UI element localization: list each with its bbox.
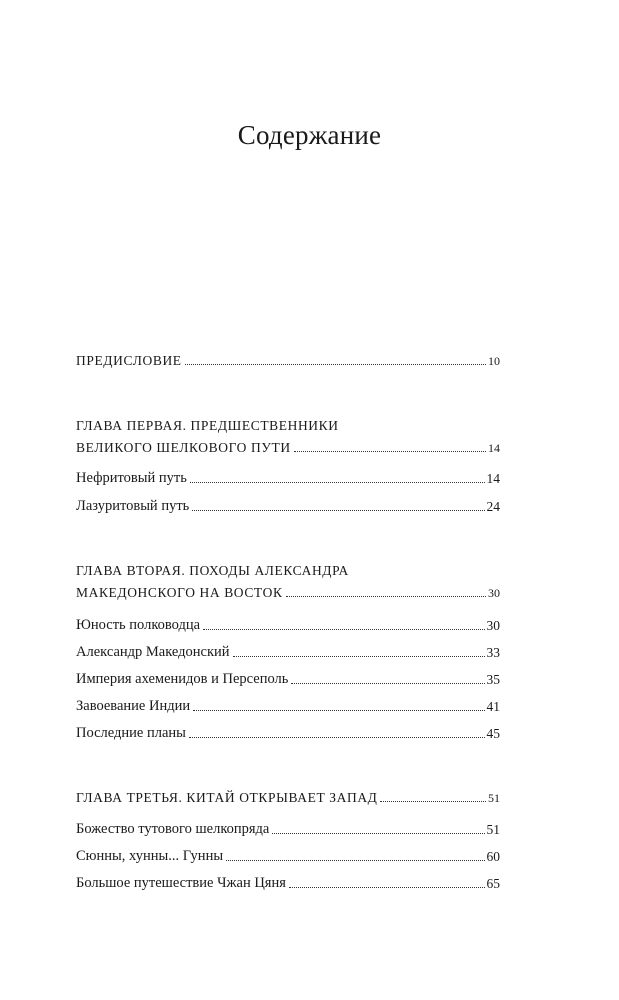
toc-page-number: 24 [486,499,500,514]
toc-page-number: 51 [486,822,500,837]
dot-leader [233,656,485,657]
chapter-1-title-line-2: ВЕЛИКОГО ШЕЛКОВОГО ПУТИ [76,440,291,455]
dot-leader [289,887,485,888]
toc-page-number: 60 [486,849,500,864]
toc-page-number: 51 [488,791,500,805]
chapter-2-title-line-1: ГЛАВА ВТОРАЯ. ПОХОДЫ АЛЕКСАНДРА [76,563,349,578]
toc-entry-section[interactable] [76,725,500,742]
toc-entry-label: Александр Македонский [76,644,230,660]
toc-entry-section[interactable] [76,498,500,515]
chapter-3-title: ГЛАВА ТРЕТЬЯ. КИТАЙ ОТКРЫВАЕТ ЗАПАД [76,790,378,805]
toc-entry-label: Последние планы [76,725,186,741]
dot-leader [193,710,484,711]
toc-page-number: 30 [486,618,500,633]
toc-entry-label: Сюнны, хунны... Гунны [76,848,224,864]
dot-leader [380,801,486,802]
toc-page-number: 45 [486,726,500,741]
chapter-1-title-line-1: ГЛАВА ПЕРВАЯ. ПРЕДШЕСТВЕННИКИ [76,418,339,433]
toc-entry-section[interactable] [76,875,500,892]
toc-entry-section[interactable] [76,848,500,865]
dot-leader [286,596,486,597]
toc-entry-section[interactable] [76,821,500,838]
toc-entry-label: Завоевание Индии [76,698,191,714]
toc-page-number: 35 [486,672,500,687]
toc-page-number: 30 [488,586,500,600]
toc-entry-section[interactable] [76,698,500,715]
toc-page-number: 65 [486,876,500,891]
page-title: Содержание [237,120,382,150]
toc-entry-section[interactable] [76,617,500,634]
toc-entry-label: ПРЕДИСЛОВИЕ [76,353,182,368]
dot-leader [226,860,484,861]
dot-leader [192,510,484,511]
dot-leader [291,683,484,684]
dot-leader [272,833,484,834]
toc-entry-label: Нефритовый путь [76,470,187,486]
toc-entry-label: Лазуритовый путь [76,498,190,514]
toc-entry-label: Империя ахеменидов и Персеполь [76,671,289,687]
toc-page-number: 14 [486,471,500,486]
dot-leader [185,364,486,365]
toc-entry-label: Юность полководца [76,617,201,633]
toc-entry-preface[interactable] [76,353,500,369]
toc-entry-chapter-2[interactable] [76,585,500,601]
toc-entry-chapter-3[interactable] [76,790,500,806]
toc-entry-label: Божество тутового шелкопряда [76,821,270,837]
toc-page-number: 33 [486,645,500,660]
toc-page-number: 14 [488,441,500,455]
dot-leader [294,451,486,452]
toc-entry-section[interactable] [76,644,500,661]
dot-leader [203,629,484,630]
chapter-2-title-line-2: МАКЕДОНСКОГО НА ВОСТОК [76,585,283,600]
toc-entry-chapter-1[interactable] [76,440,500,456]
dot-leader [189,737,485,738]
toc-entry-section[interactable] [76,671,500,688]
toc-entry-label: Большое путешествие Чжан Цяня [76,875,286,891]
toc-page-number: 10 [488,354,500,368]
toc-page-number: 41 [486,699,500,714]
dot-leader [190,482,485,483]
toc-entry-section[interactable] [76,470,500,487]
